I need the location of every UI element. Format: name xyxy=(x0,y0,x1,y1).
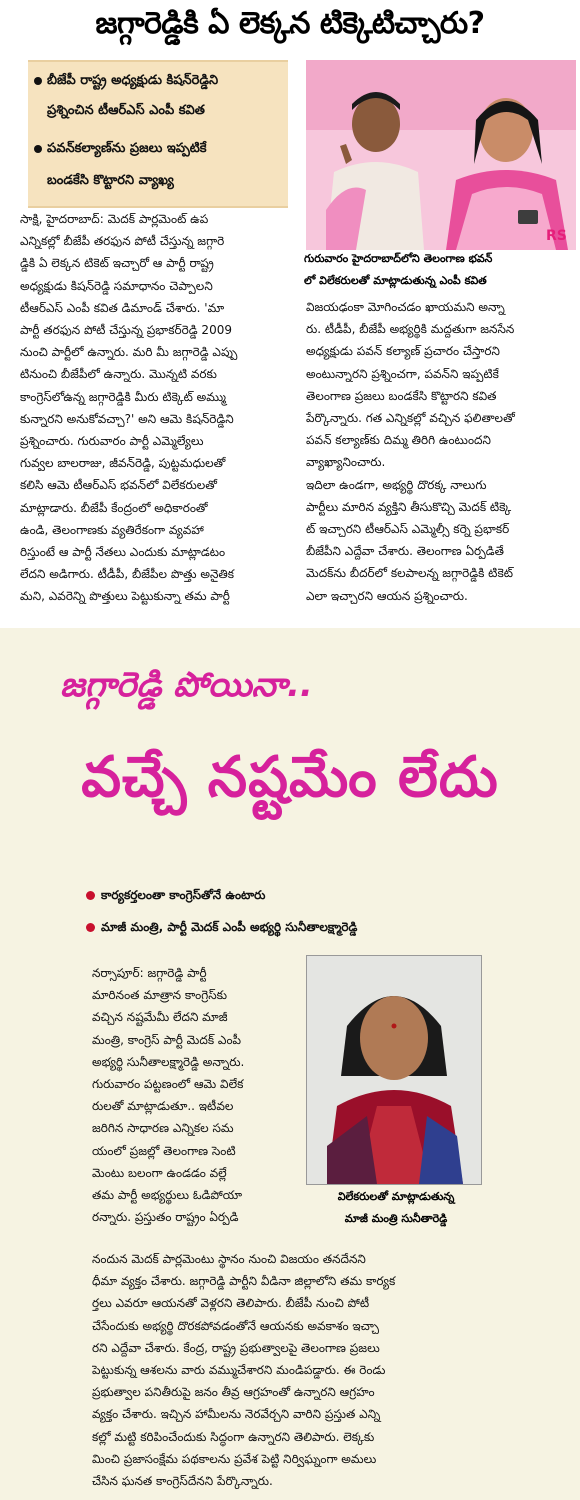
sunitha-portrait-photo xyxy=(306,955,482,1185)
body-text-line: మెంటు బలంగా ఉండడం వల్లే xyxy=(92,1165,227,1180)
body-text-line: మెదక్‌ను బీదర్‌లో కలపాలన్న జగ్గారెడ్డికి టికెట్ xyxy=(306,566,513,581)
body-text-line: బీజేపీని ఎద్దేవా చేశారు. తెలంగాణ ఏర్పడితే xyxy=(306,544,504,559)
body-text-line: మించి ప్రజాసంక్షేమ పథకాలను ప్రవేశ పెట్టి నిర్విఘ్నంగా అమలు xyxy=(92,1451,377,1466)
body-text-line: కలిసి ఆమె టీఆర్‌ఎస్ భవన్‌లో విలేకరులతో xyxy=(20,478,218,493)
photo-illustration xyxy=(306,60,576,250)
body-text-line: డ్డికి ఏ లెక్కన టికెట్ ఇచ్చారో ఆ పార్టీ రాష్ట్ర xyxy=(20,256,214,271)
body-text-line: ప్రశ్నించారు. గురువారం పార్టీ ఎమ్మెల్యేలు xyxy=(20,434,204,449)
article2-headline: వచ్చే నష్టమేం లేదు xyxy=(81,745,499,810)
body-text-line: పెట్టుకున్న ఆశలను వారు వమ్ముచేశారని మండిపడ్డారు. ఈ రెండు xyxy=(92,1363,386,1378)
highlight-line: ప్రశ్నించిన టీఆర్‌ఎస్ ఎంపీ కవిత xyxy=(47,103,205,118)
bullet-icon xyxy=(86,891,95,900)
highlight-line: బండకేసి కొట్టారని వ్యాఖ్య xyxy=(47,173,174,188)
body-text-line: యంలో ప్రజల్లో తెలంగాణ సెంటి xyxy=(92,1143,236,1158)
body-text-line: గువ్వల బాలరాజు, జీవన్‌రెడ్డి, పుట్టమధులతో xyxy=(20,456,226,471)
body-text-line: కల్లో మట్టి కరిపించేందుకు సిద్ధంగా ఉన్నారని తెలిపారు. లెక్కకు xyxy=(92,1429,375,1444)
highlight-line: పవన్‌కల్యాణ్‌ను ప్రజలు ఇప్పటికే xyxy=(34,134,284,164)
highlights-box xyxy=(28,60,288,208)
body-text-line: ఎలా ఇచ్చారని ఆయన ప్రశ్నించారు. xyxy=(306,588,468,603)
body-text-line: పేర్కొన్నారు. గత ఎన్నికల్లో వచ్చిన ఫలితాలతో xyxy=(306,411,515,426)
body-text-line: మని, ఎవరెన్ని పొత్తులు పెట్టుకున్నా తమ పార్టీ xyxy=(20,589,230,604)
body-text-line: ఎన్నికల్లో బీజేపీ తరఫున పోటీ చేస్తున్న జగ్గారె xyxy=(20,234,225,249)
body-text-line: ఉండి, తెలంగాణకు వ్యతిరేకంగా వ్యవహా xyxy=(20,522,204,537)
body-text-line: రు. టీడీపీ, బీజేపీ అభ్యర్థికి మద్దతుగా జనసేన xyxy=(306,322,515,337)
body-text-line: వ్యాఖ్యానించారు. xyxy=(306,455,386,470)
body-text-line: అధ్యక్షుడు కిషన్‌రెడ్డి సమాధానం చెప్పాలని xyxy=(20,278,213,293)
body-text-line: తెలంగాణ ప్రజలు బండకేసి కొట్టారని కవిత xyxy=(306,388,497,403)
svg-text:RS: RS xyxy=(546,228,567,244)
caption-line: గురువారం హైదరాబాద్‌లోని తెలంగాణ భవన్ xyxy=(304,252,493,265)
photo-illustration xyxy=(307,956,481,1184)
body-text-line: టినుంచి బీజేపీలో ఉన్నారు. మొన్నటి వరకు xyxy=(20,367,217,382)
kavitha-photo-caption xyxy=(304,248,578,292)
body-text-line: గురువారం పట్టణంలో ఆమె విలేక xyxy=(92,1077,244,1092)
body-text-line: ఇదిలా ఉండగా, అభ్యర్థి దొరక్క నాలుగు xyxy=(306,477,487,492)
bullet-icon xyxy=(86,923,95,932)
body-text-line: నుంచి పార్టీలో ఉన్నారు. మరి మీ జగ్గారెడ్డి ఎప్పు xyxy=(20,345,238,360)
body-text-line: రన్నారు. ప్రస్తుతం రాష్ట్రం ఏర్పడి xyxy=(92,1210,239,1225)
article1-body-right xyxy=(306,296,576,607)
body-text-line: కాంగ్రెస్‌లోఉన్న జగ్గారెడ్డికి మీరు టిక్కెట్ అమ్ము xyxy=(20,389,226,404)
body-text-line: సాక్షి, హైదరాబాద్: మెదక్ పార్లమెంట్ ఉప xyxy=(20,212,209,226)
article-kavitha xyxy=(0,0,580,628)
body-text-line: నర్సాపూర్: జగ్గారెడ్డి పార్టీ xyxy=(92,966,207,980)
body-text-line: రని ఎద్దేవా చేశారు. కేంద్ర, రాష్ట్ర ప్రభుత్వాలపై తెలంగాణ ప్రజలు xyxy=(92,1340,380,1355)
body-text-line: ప్రభుత్వాల పనితీరుపై జనం తీవ్ర ఆగ్రహంతో ఉన్నారని ఆగ్రహం xyxy=(92,1385,375,1400)
body-text-line: చేసేందుకు అభ్యర్థి దొరకపోవడంతోనే ఆయనకు అవకాశం ఇచ్చా xyxy=(92,1318,380,1333)
body-text-line: వ్యక్తం చేశారు. ఇచ్చిన హామీలను నెరవేర్చని వారిని ప్రస్తుత ఎన్ని xyxy=(92,1407,381,1422)
article2-bullet: మాజీ మంత్రి, పార్టీ మెదక్ ఎంపీ అభ్యర్థి సునీతాలక్ష్మారెడ్డి xyxy=(86,916,566,938)
body-text-line: లేదని అడిగారు. టీడీపీ, బీజేపీల పొత్తు అనైతిక xyxy=(20,567,235,582)
article2-kicker: జగ్గారెడ్డి పోయినా.. xyxy=(60,665,313,705)
body-text-line: రిస్తుంటే ఆ పార్టీ నేతలు ఎందుకు మాట్లాడటం xyxy=(20,545,226,560)
body-text-line: విజయఢంకా మోగించడం ఖాయమని అన్నా xyxy=(306,300,505,314)
bullet-icon xyxy=(34,145,42,153)
body-text-line: ర్తలు ఎవరూ ఆయనతో వెళ్లరని తెలిపారు. బీజేపీ నుంచి పోటీ xyxy=(92,1296,370,1311)
sunitha-photo-caption xyxy=(304,1186,488,1230)
bullet-icon xyxy=(34,77,42,85)
caption-line: మాజీ మంత్రి సునీతారెడ్డి xyxy=(344,1212,448,1225)
body-text-line: అభ్యర్థి సునీతాలక్ష్మారెడ్డి అన్నారు. xyxy=(92,1054,245,1069)
body-text-line: అంటున్నారని ప్రశ్నించగా, పవన్‌ని ఇప్పటికే xyxy=(306,366,499,381)
body-text-line: తమ పార్టీ అభ్యర్థులు ఓడిపోయా xyxy=(92,1188,243,1203)
body-text-line: పవన్ కల్యాణ్‌కు దిమ్మ తిరిగి ఉంటుందని xyxy=(306,433,491,448)
body-text-line: ధీమా వ్యక్తం చేశారు. జగ్గారెడ్డి పార్టీని వీడినా జిల్లాలోని తమ కార్యక xyxy=(92,1274,396,1289)
body-text-line: జరిగిన సాధారణ ఎన్నికల సమ xyxy=(92,1121,234,1136)
kavitha-press-photo xyxy=(306,60,576,250)
body-text-line: కున్నారని అనుకోవచ్చా?' అని ఆమె కిషన్‌రెడ్డిని xyxy=(20,411,234,426)
body-text-line: చేసిన ఘనత కాంగ్రెస్‌దేనని పేర్కొన్నారు. xyxy=(92,1474,273,1489)
body-text-line: అధ్యక్షుడు పవన్ కల్యాణ్ ప్రచారం చేస్తారని xyxy=(306,344,500,359)
article1-body-left xyxy=(20,208,290,608)
caption-line: లో విలేకరులతో మాట్లాడుతున్న ఎంపీ కవిత xyxy=(304,274,487,287)
body-text-line: పార్టీ తరఫున పోటీ చేస్తున్న ప్రభాకర్‌రెడ్డి 2009 xyxy=(20,323,232,338)
body-text-line: టీఆర్‌ఎస్ ఎంపీ కవిత డిమాండ్ చేశారు. 'మా xyxy=(20,300,225,315)
article2-body-full xyxy=(92,1248,560,1492)
body-text-line: పార్టీలు మారిన వ్యక్తిని తీసుకొచ్చి మెదక్ టిక్కె xyxy=(306,499,512,514)
article2-body-left xyxy=(92,962,298,1228)
body-text-line: మారినంత మాత్రాన కాంగ్రెస్‌కు xyxy=(92,988,228,1003)
caption-line: విలేకరులతో మాట్లాడుతున్న xyxy=(337,1190,455,1203)
body-text-line: రులతో మాట్లాడుతూ.. ఇటీవల xyxy=(92,1099,234,1114)
article2-bullet: కార్యకర్తలంతా కాంగ్రెస్‌తోనే ఉంటారు xyxy=(86,884,566,906)
highlight-line: బీజేపీ రాష్ట్ర అధ్యక్షుడు కిషన్‌రెడ్డిని xyxy=(34,66,284,96)
body-text-line: మాట్లాడారు. బీజేపీ కేంద్రంలో అధికారంతో xyxy=(20,500,208,515)
body-text-line: వచ్చిన నష్టమేమీ లేదని మాజీ xyxy=(92,1010,228,1025)
body-text-line: ట్ ఇచ్చారని టీఆర్‌ఎస్ ఎమ్మెల్సీ కర్నె ప్రభాకర్ xyxy=(306,522,510,537)
body-text-line: నందున మెదక్ పార్లమెంటు స్థానం నుంచి విజయం తనదేనని xyxy=(92,1252,366,1266)
body-text-line: మంత్రి, కాంగ్రెస్ పార్టీ మెదక్ ఎంపీ xyxy=(92,1032,242,1047)
article1-headline: జగ్గారెడ్డికి ఏ లెక్కన టిక్కెటిచ్చారు? xyxy=(95,6,485,41)
